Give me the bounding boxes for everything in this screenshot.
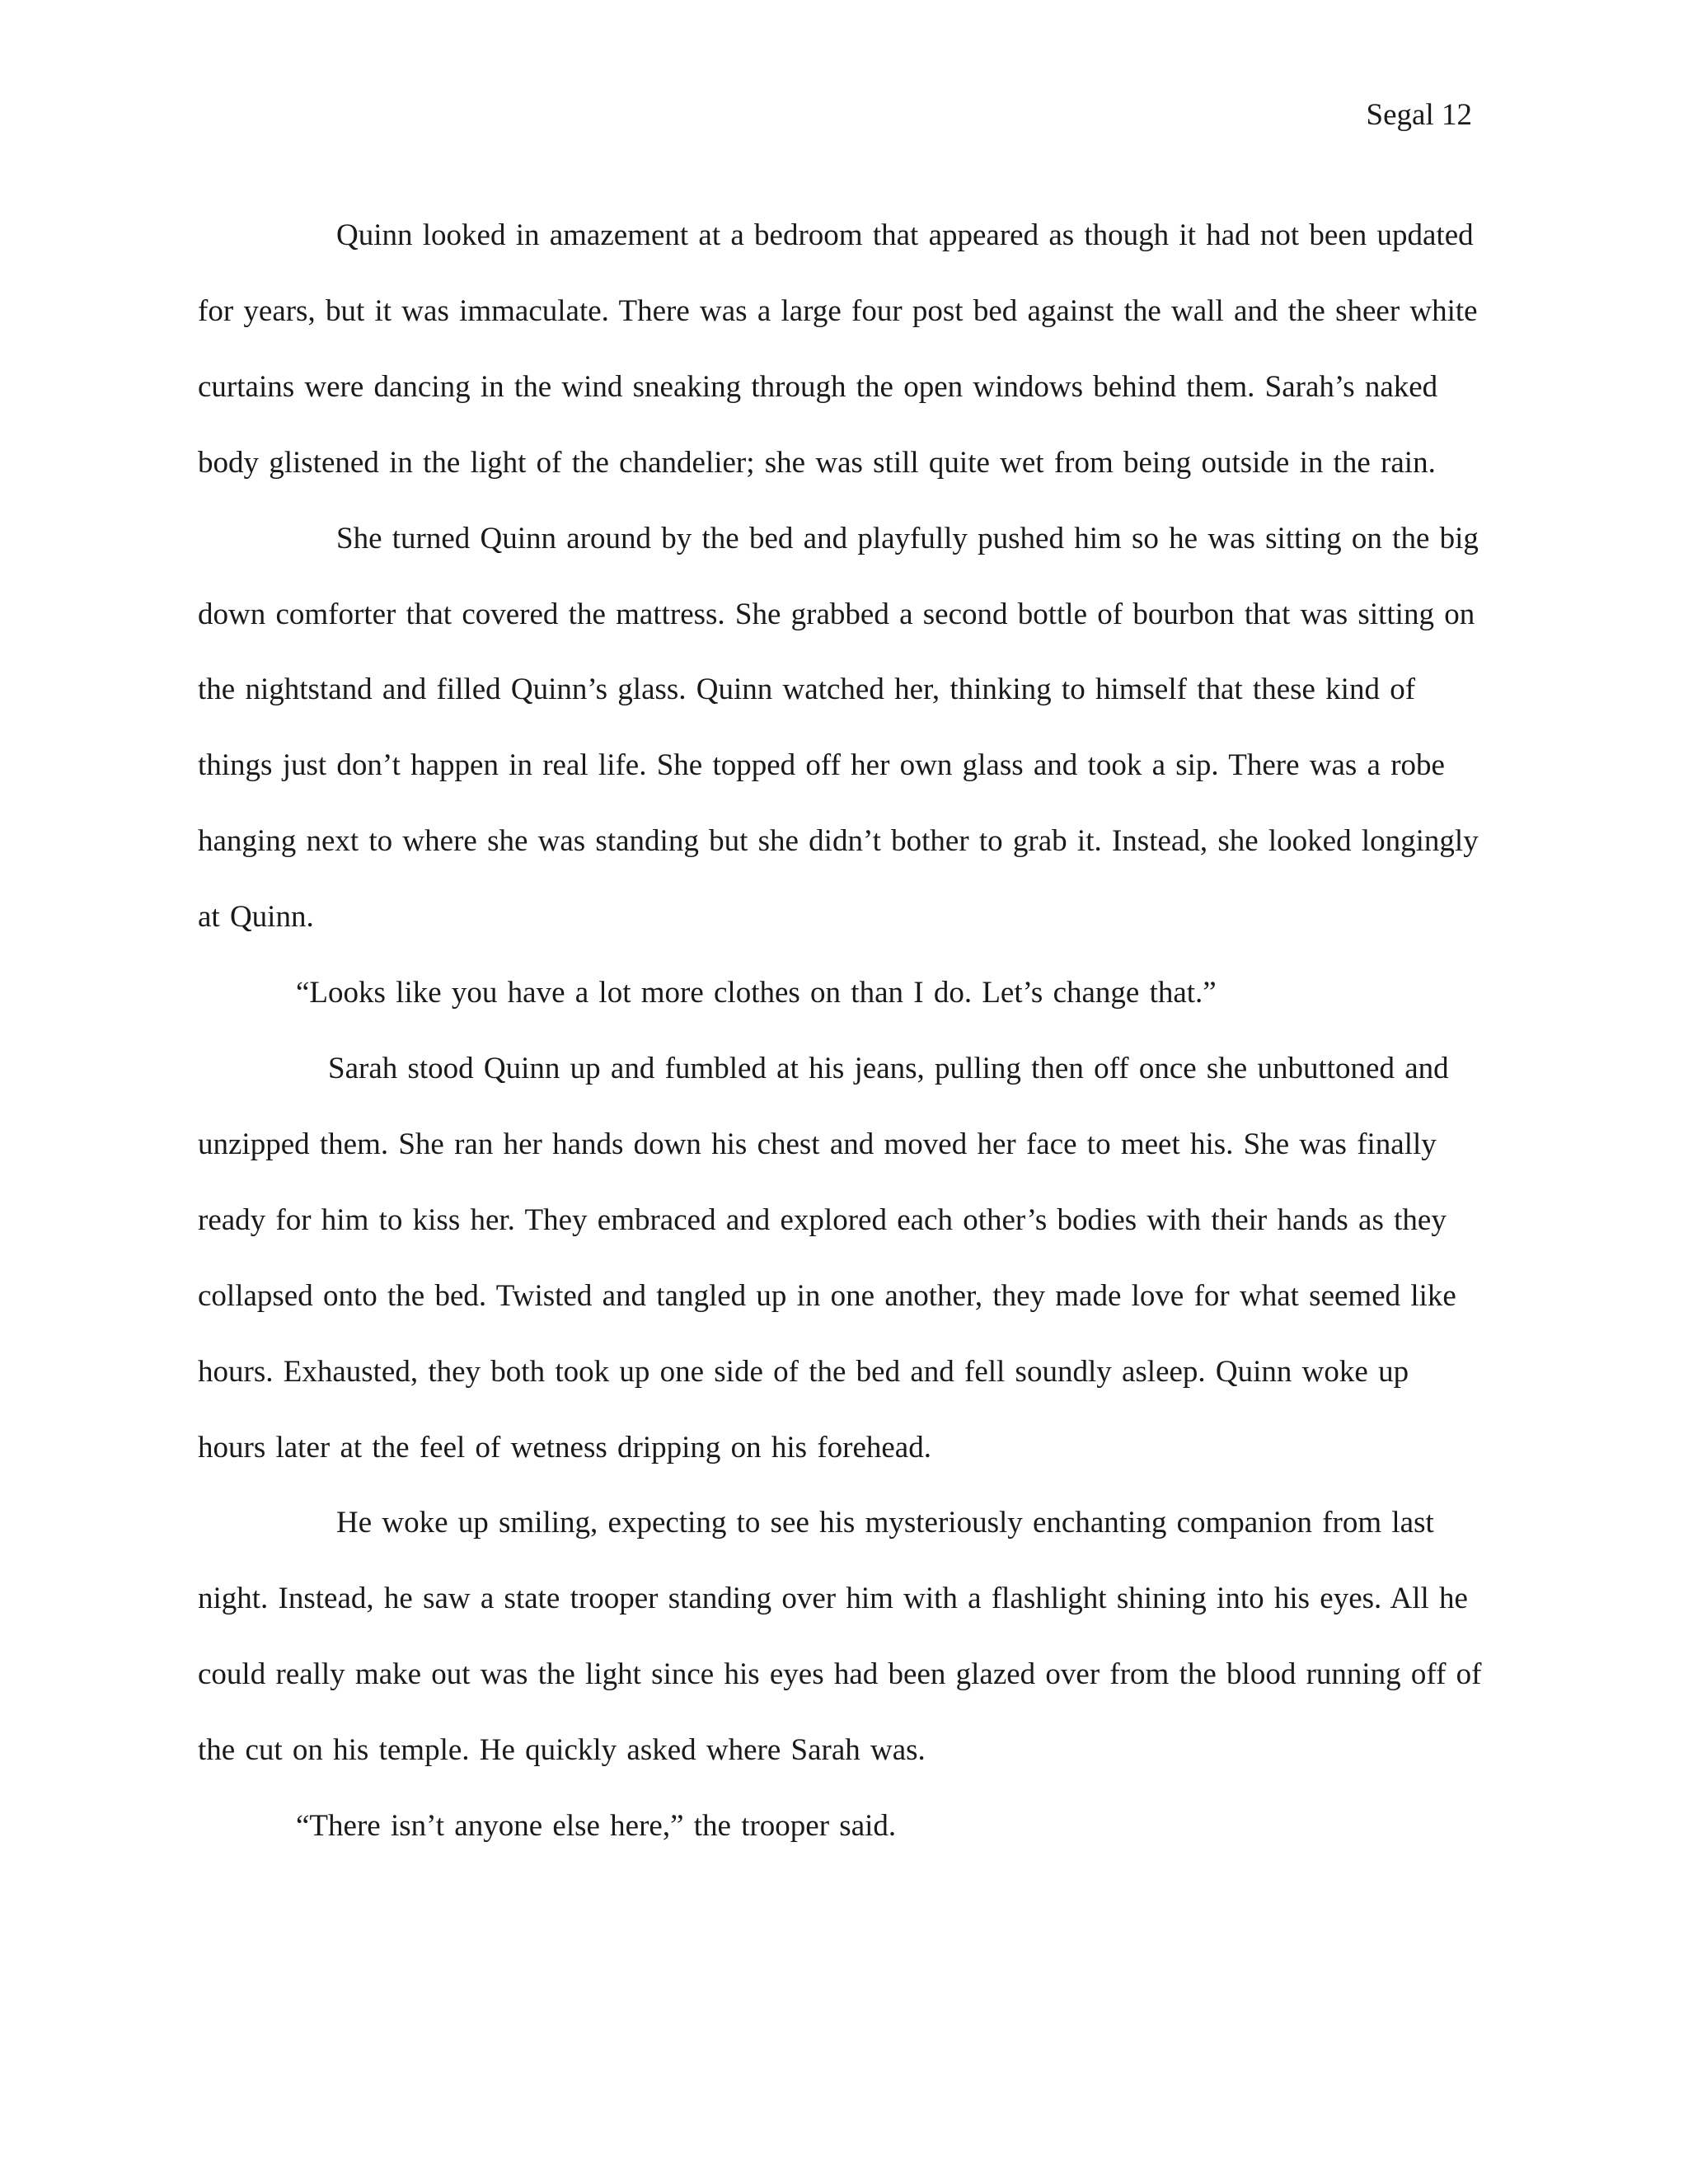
- paragraph-2: She turned Quinn around by the bed and playfully pushed him so he was sitting on the big down comforter that covered the mattress. She grabbed a second bottle of bourbon that was sitting on the nightstand and filled Quinn’s glass. Quinn watched her, thinking to himself that these kind of things just don’t happen in real life. She topped off her own glass and took a sip. There was a robe hanging next to where she was standing but she didn’t bother to grab it. Instead, she looked longingly at Quinn.: [198, 521, 1479, 935]
- paragraph-1: Quinn looked in amazement at a bedroom that appeared as though it had not been updated for years, but it was immaculate. There was a large four post bed against the wall and the sheer white curtains were dancing in the wind sneaking through the open windows behind them. Sarah’s naked body glistened in the light of the chandelier; she was still quite wet from being outside in the rain.: [198, 218, 1478, 480]
- running-head: Segal 12: [1366, 98, 1472, 132]
- paragraph-3-dialogue: “Looks like you have a lot more clothes on than I do. Let’s change that.”: [296, 976, 1217, 1010]
- paragraph-6-dialogue: “There isn’t anyone else here,” the trooper said.: [296, 1809, 897, 1844]
- paragraph-5: He woke up smiling, expecting to see his mysteriously enchanting companion from last night. Instead, he saw a state trooper standing over him with a flashlight shining into his eyes. All he could really make out was the light since his eyes had been glazed over from the blood running off of the cut on his temple. He quickly asked where Sarah was.: [198, 1506, 1482, 1768]
- paragraph-4: Sarah stood Quinn up and fumbled at his jeans, pulling then off once she unbuttoned and unzipped them. She ran her hands down his chest and moved her face to meet his. She was finally ready for him to kiss her. They embraced and explored each other’s bodies with their hands as they collapsed onto the bed. Twisted and tangled up in one another, they made love for what seemed like hours. Exhausted, they both took up one side of the bed and fell soundly asleep. Quinn woke up hours later at the feel of wetness dripping on his forehead.: [198, 1051, 1456, 1465]
- body-text: [198, 198, 1484, 1864]
